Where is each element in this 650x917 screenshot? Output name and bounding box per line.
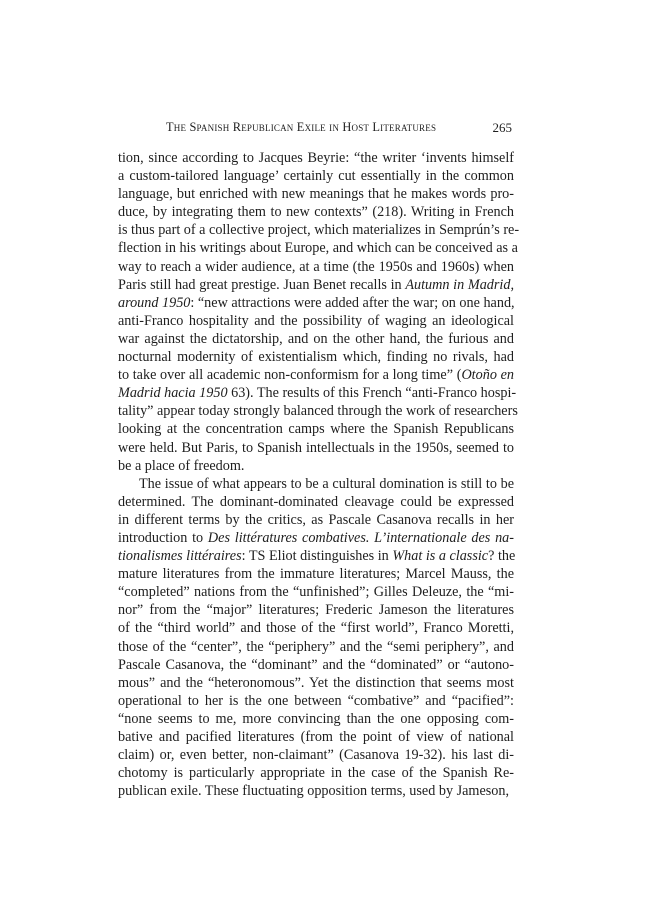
text-segment: The issue of what appears to be a cultural domination is still to be <box>139 475 514 492</box>
text-segment: ? the <box>488 548 516 565</box>
text-segment: tion, since according to Jacques Beyrie: “the writer ‘invents himself <box>118 150 514 166</box>
text-segment: be a place of freedom. <box>118 457 245 474</box>
text-line <box>118 167 514 185</box>
text-segment: bative and pacified literatures (from the point of view of national <box>118 729 514 745</box>
text-line <box>118 312 514 330</box>
text-line <box>118 583 514 601</box>
paragraph <box>118 475 514 801</box>
text-segment: nocturnal modernity of existentialism which, finding no rivals, had <box>118 349 514 366</box>
text-line <box>118 710 514 728</box>
text-segment: in different terms by the critics, as Pascale Casanova recalls in her <box>118 511 514 528</box>
text-segment: publican exile. These fluctuating opposition terms, used by Jameson, <box>118 783 510 800</box>
text-segment: 63). The results of this French “anti-Franco hospi- <box>227 385 517 402</box>
text-segment: “completed” nations from the “unfinished”; Gilles Deleuze, the “mi- <box>118 584 514 601</box>
running-header <box>118 120 514 138</box>
text-segment: tality” appear today strongly balanced through the work of researchers <box>118 403 518 420</box>
text-line <box>118 348 514 366</box>
text-segment: nor” from the “major” literatures; Frederic Jameson the literatures <box>118 602 514 619</box>
page-number: 265 <box>492 120 512 135</box>
text-line <box>118 638 514 656</box>
text-line <box>118 529 514 547</box>
text-line <box>118 185 514 203</box>
text-segment: to take over all academic non-conformism for a long time” ( <box>118 367 462 384</box>
text-segment: war against the dictatorship, and on the other hand, the furious and <box>118 330 514 347</box>
text-segment: claim) or, even better, non-claimant” (Casanova 19-32). his last di- <box>118 747 514 764</box>
text-segment: Paris still had great prestige. Juan Benet recalls in <box>118 276 406 293</box>
text-segment: : TS Eliot distinguishes in <box>241 548 393 565</box>
text-line <box>118 439 514 457</box>
text-segment: duce, by integrating them to new contexts” (218). Writing in French <box>118 204 514 221</box>
text-segment: chotomy is particularly appropriate in the case of the Spanish Re- <box>118 765 514 782</box>
text-segment: a custom-tailored language’ certainly cut essentially in the common <box>118 168 514 185</box>
text-line <box>118 674 514 692</box>
italic-text: tionalismes littéraires <box>118 548 242 565</box>
text-segment: determined. The dominant-dominated cleavage could be expressed <box>118 493 514 510</box>
text-segment: mous” and the “heteronomous”. Yet the distinction that seems most <box>118 674 514 691</box>
text-line <box>118 276 514 294</box>
text-line <box>118 656 514 674</box>
text-line <box>118 764 514 782</box>
text-line <box>118 457 514 475</box>
italic-text: Autumn in Madrid, <box>405 276 514 293</box>
text-line <box>118 384 517 402</box>
text-segment: looking at the concentration camps where the Spanish Republicans <box>118 421 514 438</box>
text-segment: those of the “center”, the “periphery” and the “semi periphery”, and <box>118 638 514 655</box>
text-line <box>118 203 514 221</box>
text-segment: way to reach a wider audience, at a time (the 1950s and 1960s) when <box>118 258 514 275</box>
text-line <box>118 402 518 420</box>
text-segment: “none seems to me, more convincing than the one opposing com- <box>118 710 514 727</box>
paragraph <box>118 149 520 475</box>
text-line <box>118 692 514 710</box>
italic-text: Des littératures combatives. L’internationale des na- <box>207 529 514 546</box>
text-segment: is thus part of a collective project, which materializes in Semprún’s re- <box>118 222 520 239</box>
text-line <box>118 221 520 239</box>
text-segment: anti-Franco hospitality and the possibility of waging an ideological <box>118 312 514 329</box>
text-line <box>118 330 514 348</box>
text-segment: flection in his writings about Europe, and which can be conceived as a <box>118 240 518 257</box>
text-segment: introduction to <box>118 529 208 546</box>
text-line <box>118 420 514 438</box>
text-line <box>118 239 518 257</box>
italic-text: What is a classic <box>392 548 489 565</box>
italic-text: Madrid hacia 1950 <box>118 385 228 402</box>
text-segment: operational to her is the one between “combative” and “pacified”: <box>118 692 514 709</box>
text-line <box>118 149 514 167</box>
text-line <box>118 565 514 583</box>
text-line <box>118 258 514 276</box>
text-line <box>118 601 514 619</box>
text-line <box>118 619 514 637</box>
text-line <box>118 475 514 493</box>
text-segment: : “new attractions were added after the war; on one hand, <box>190 294 515 311</box>
text-segment: Pascale Casanova, the “dominant” and the “dominated” or “autono- <box>118 656 514 673</box>
italic-text: around 1950 <box>118 294 191 311</box>
text-line <box>118 294 514 312</box>
text-line <box>118 782 514 800</box>
text-line <box>118 493 514 511</box>
text-line <box>118 547 514 565</box>
text-line <box>118 366 514 384</box>
text-segment: language, but enriched with new meanings that he makes words pro- <box>118 186 514 203</box>
text-line <box>118 746 514 764</box>
text-segment: mature literatures from the immature literatures; Marcel Mauss, the <box>118 566 514 583</box>
running-title: The Spanish Republican Exile in Host Literatures <box>166 120 437 134</box>
text-line <box>118 728 514 746</box>
italic-text: Otoño en <box>461 367 514 384</box>
text-line <box>118 511 514 529</box>
text-segment: were held. But Paris, to Spanish intellectuals in the 1950s, seemed to <box>118 439 514 456</box>
body-text <box>118 149 520 800</box>
text-segment: of the “third world” and those of the “first world”, Franco Moretti, <box>118 620 514 637</box>
